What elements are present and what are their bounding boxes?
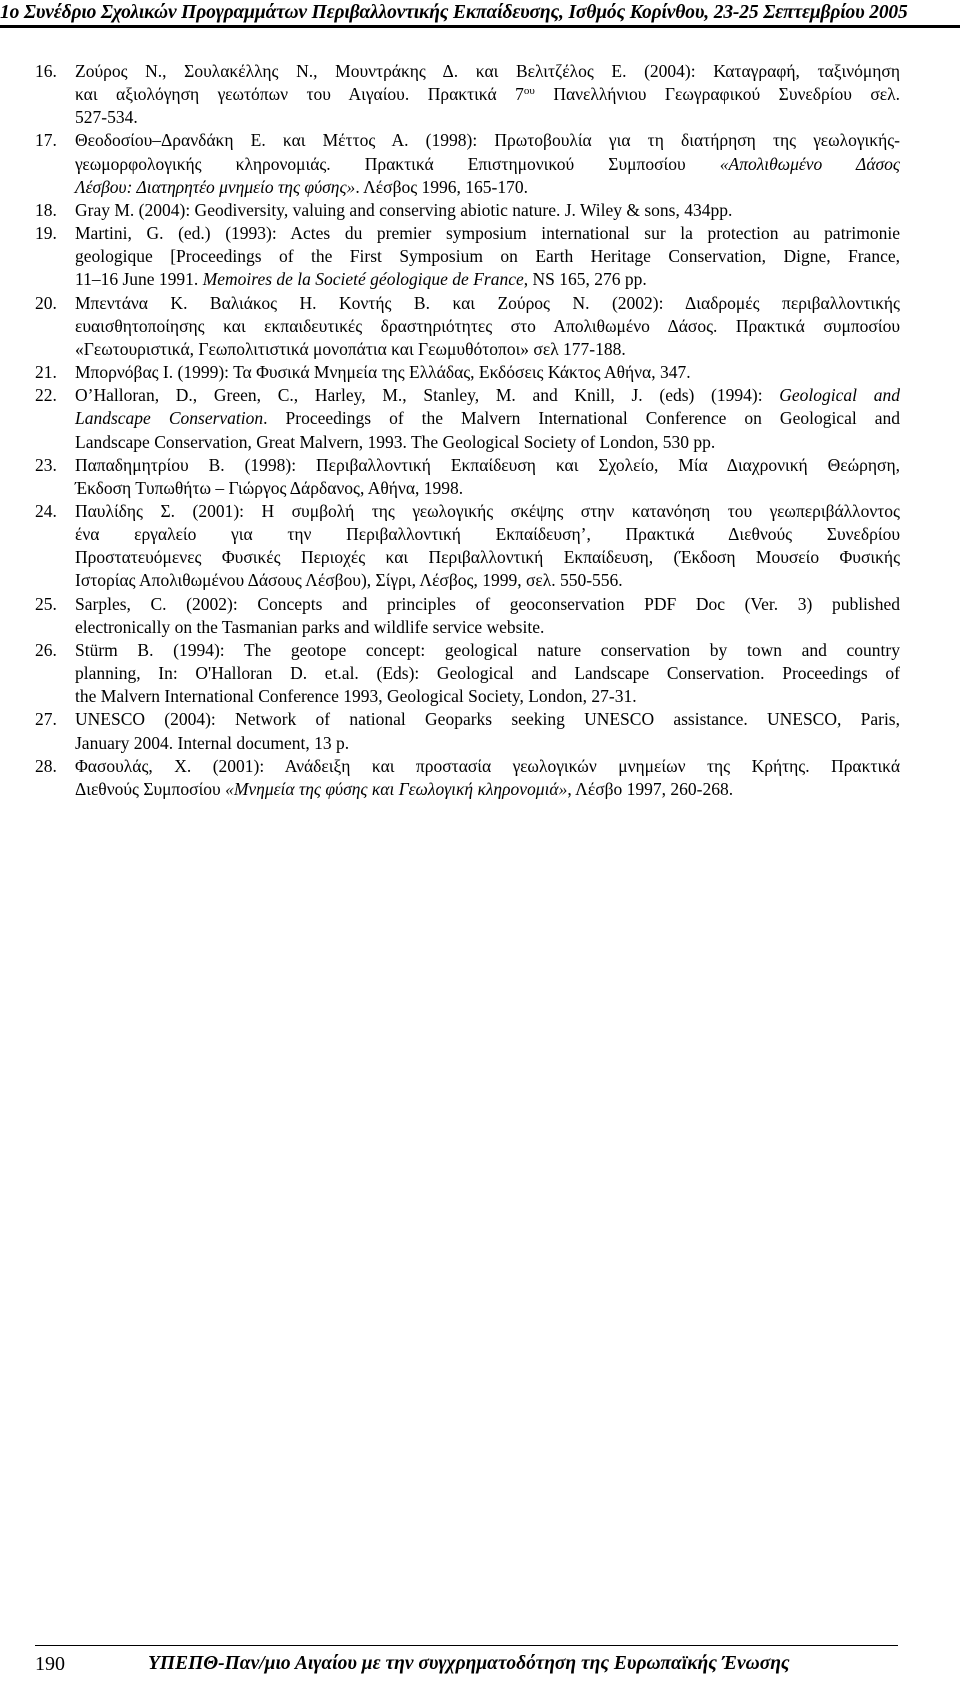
- reference-item: [35, 129, 900, 198]
- reference-number: 24.: [35, 500, 57, 521]
- reference-number: 27.: [35, 709, 57, 730]
- reference-text: [75, 361, 900, 384]
- reference-text: [75, 292, 900, 361]
- reference-line-text: Διεθνούς Συμποσίου: [75, 778, 226, 799]
- superscript: ου: [523, 85, 535, 98]
- reference-line: Sarples, C. (2002): Concepts and principles of geoconservation PDF Doc (Ver. 3) published: [75, 593, 900, 614]
- reference-line-text: , NS 165, 276 pp.: [523, 269, 647, 290]
- reference-line-text: . Λέσβος 1996, 165-170.: [355, 176, 528, 197]
- reference-line: planning, In: O'Halloran D. et.al. (Eds): Geological and Landscape Conservation. Proceedings of: [75, 663, 900, 684]
- reference-text: [75, 708, 900, 754]
- reference-number: 23.: [35, 454, 57, 475]
- page-number: 190: [35, 1653, 65, 1675]
- reference-line: Έκδοση Τυπωθήτω – Γιώργος Δάρδανος, Αθήνα, 1998.: [75, 477, 464, 498]
- reference-line: Martini, G. (ed.) (1993): Actes du premier symposium international sur la protection au patrimonie: [75, 223, 900, 244]
- reference-line: 527-534.: [75, 107, 138, 128]
- reference-line-text: O’Halloran, D., Green, C., Harley, M., Stanley, M. and Knill, J. (eds) (1994):: [75, 385, 780, 406]
- reference-line-text: και αξιολόγηση γεωτόπων του Αιγαίου. Πρακτικά 7: [75, 84, 524, 105]
- reference-number: 21.: [35, 362, 57, 383]
- reference-line: electronically on the Tasmanian parks and wildlife service website.: [75, 616, 545, 637]
- reference-item: [35, 222, 900, 291]
- reference-text: [75, 129, 900, 198]
- reference-item: [35, 708, 900, 754]
- reference-item: [35, 60, 900, 129]
- reference-line: ένα εργαλείο για την Περιβαλλοντική Εκπαίδευση’, Πρακτικά Διεθνούς Συνεδρίου: [75, 524, 900, 545]
- reference-line: Μπορνόβας Ι. (1999): Τα Φυσικά Μνημεία της Ελλάδας, Εκδόσεις Κάκτος Αθήνα, 347.: [75, 362, 691, 383]
- reference-text: [75, 639, 900, 708]
- footer-funding-note: ΥΠΕΠΘ-Παν/μιο Αιγαίου με την συγχρηματοδότηση της Ευρωπαϊκής Ένωσης: [148, 1653, 790, 1674]
- reference-line: Παπαδημητρίου Β. (1998): Περιβαλλοντική Εκπαίδευση και Σχολείο, Μία Διαχρονική Θεώρηση,: [75, 454, 900, 475]
- reference-text: [75, 60, 900, 129]
- reference-item: [35, 755, 900, 801]
- reference-number: 16.: [35, 61, 57, 81]
- reference-line: [75, 176, 900, 199]
- reference-number: 26.: [35, 639, 57, 660]
- reference-line: «Γεωτουριστικά, Γεωπολιτιστικά μονοπάτια και Γεωμυθότοποι» σελ 177-188.: [75, 338, 626, 359]
- reference-line: the Malvern International Conference 1993, Geological Society, London, 27-31.: [75, 686, 637, 707]
- reference-line-text: Πανελλήνιου Γεωγραφικού Συνεδρίου σελ.: [534, 84, 901, 105]
- reference-number: 22.: [35, 385, 57, 406]
- reference-line: Ζούρος Ν., Σουλακέλλης Ν., Μουντράκης Δ. και Βελιτζέλος Ε. (2004): Καταγραφή, ταξινόμηση: [75, 61, 900, 81]
- reference-line: Παυλίδης Σ. (2001): Η συμβολή της γεωλογικής σκέψης στην κατανόηση του γεωπεριβάλλοντος: [75, 500, 900, 521]
- reference-line: geologique [Proceedings of the First Symposium on Earth Heritage Conservation, Digne, France,: [75, 246, 900, 267]
- reference-line: Θεοδοσίου–Δρανδάκη Ε. και Μέττος Α. (1998): Πρωτοβουλία για τη διατήρηση της γεωλογικής-: [75, 130, 900, 151]
- reference-line: ευαισθητοποίησης και εκπαιδευτικές δραστηριότητες στο Απολιθωμένο Δάσος. Πρακτικά συμποσίου: [75, 315, 900, 336]
- reference-italic-text: «Μνημεία της φύσης και Γεωλογική κληρονομιά»: [225, 778, 568, 799]
- reference-number: 17.: [35, 130, 57, 151]
- reference-line: [75, 83, 900, 106]
- reference-text: [75, 500, 900, 593]
- reference-italic-text: «Απολιθωμένο Δάσος: [719, 153, 900, 174]
- header-rule: [0, 25, 960, 28]
- reference-line-text: , Λέσβο 1997, 260-268.: [567, 778, 734, 799]
- reference-item: [35, 384, 900, 453]
- running-header: 1ο Συνέδριο Σχολικών Προγραμμάτων Περιβαλλοντικής Εκπαίδευσης, Ισθμός Κορίνθου, 23-25 Σεπτεμβρίου 2005: [0, 2, 908, 23]
- reference-item: [35, 639, 900, 708]
- reference-item: [35, 454, 900, 500]
- reference-text: [75, 755, 900, 801]
- reference-line: UNESCO (2004): Network of national Geoparks seeking UNESCO assistance. UNESCO, Paris,: [75, 709, 900, 730]
- reference-text: [75, 199, 900, 222]
- footer-rule: [35, 1645, 898, 1646]
- reference-line: [75, 268, 900, 291]
- reference-text: [75, 593, 900, 639]
- reference-line: Ιστορίας Απολιθωμένου Δάσους Λέσβου), Σίγρι, Λέσβος, 1999, σελ. 550-556.: [75, 570, 623, 591]
- reference-number: 20.: [35, 292, 57, 313]
- reference-text: [75, 454, 900, 500]
- reference-italic-text: Geological and: [779, 385, 900, 406]
- reference-number: 25.: [35, 593, 57, 614]
- reference-italic-text: Landscape Conservation: [75, 408, 264, 429]
- reference-text: [75, 222, 900, 291]
- reference-line: Landscape Conservation, Great Malvern, 1993. The Geological Society of London, 530 pp.: [75, 431, 716, 452]
- reference-line: [75, 407, 900, 430]
- reference-text: [75, 384, 900, 453]
- reference-line: [75, 778, 900, 801]
- reference-italic-text: Λέσβου: Διατηρητέο μνημείο της φύσης»: [75, 176, 356, 197]
- reference-number: 28.: [35, 755, 57, 776]
- reference-item: [35, 199, 900, 222]
- reference-number: 18.: [35, 199, 57, 220]
- reference-line-text: 11–16 June 1991.: [75, 269, 203, 290]
- reference-item: [35, 361, 900, 384]
- reference-line: [75, 153, 900, 176]
- reference-list: [35, 60, 900, 801]
- reference-line: Προστατευόμενες Φυσικές Περιοχές και Περιβαλλοντική Εκπαίδευση, (Έκδοση Μουσείο Φυσικής: [75, 547, 900, 568]
- reference-item: [35, 593, 900, 639]
- reference-line: Gray M. (2004): Geodiversity, valuing and conserving abiotic nature. J. Wiley & sons, 434pp.: [75, 199, 733, 220]
- reference-item: [35, 500, 900, 593]
- reference-item: [35, 292, 900, 361]
- reference-line: Φασουλάς, Χ. (2001): Ανάδειξη και προστασία γεωλογικών μνημείων της Κρήτης. Πρακτικά: [75, 755, 900, 776]
- reference-italic-text: Memoires de la Societé géologique de France: [202, 269, 524, 290]
- reference-line-text: . Proceedings of the Malvern International Conference on Geological and: [263, 408, 900, 429]
- reference-line-text: γεωμορφολογικής κληρονομιάς. Πρακτικά Επιστημονικού Συμποσίου: [75, 153, 720, 174]
- reference-line: January 2004. Internal document, 13 p.: [75, 732, 350, 753]
- reference-line: Stürm B. (1994): The geotope concept: geological nature conservation by town and country: [75, 639, 900, 660]
- reference-number: 19.: [35, 223, 57, 244]
- reference-line: [75, 384, 900, 407]
- reference-line: Μπεντάνα Κ. Βαλιάκος Η. Κοντής Β. και Ζούρος Ν. (2002): Διαδρομές περιβαλλοντικής: [75, 292, 900, 313]
